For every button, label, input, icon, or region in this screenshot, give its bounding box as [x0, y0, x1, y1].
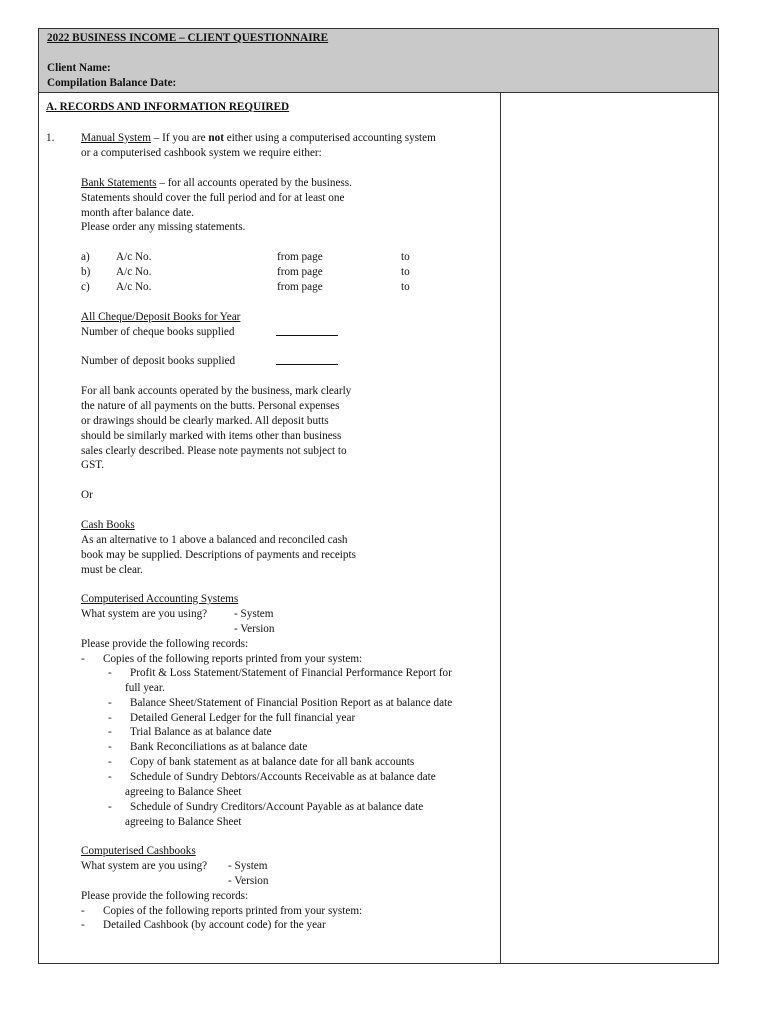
report-item: Bank Reconciliations as at balance date [130, 741, 308, 753]
account-row-from: from page [277, 281, 323, 293]
report-item: Profit & Loss Statement/Statement of Financial Performance Report for [130, 667, 452, 679]
dash-bullet: - [108, 771, 112, 783]
dash-bullet: - [108, 697, 112, 709]
form-title: 2022 BUSINESS INCOME – CLIENT QUESTIONNAIRE [47, 32, 329, 44]
manual-system-intro: Manual System – If you are not either using a computerised accounting system [81, 132, 436, 144]
dash-bullet: - [108, 756, 112, 768]
report-item: Detailed General Ledger for the full financial year [130, 712, 356, 724]
account-row-letter: b) [81, 266, 91, 278]
account-row-label: A/c No. [116, 266, 152, 278]
cash-books-line: As an alternative to 1 above a balanced and reconciled cash [81, 534, 348, 546]
accounting-provide-text: Please provide the following records: [81, 638, 249, 650]
report-item: Copy of bank statement as at balance date for all bank accounts [130, 756, 415, 768]
cashbook-system-question: What system are you using? [81, 860, 208, 872]
deposit-books-label: Number of deposit books supplied [81, 355, 236, 367]
bank-statements-line3: month after balance date. [81, 207, 195, 219]
bank-paragraph-line: should be similarly marked with items other than business [81, 430, 342, 442]
report-item-cont: agreeing to Balance Sheet [125, 786, 242, 798]
bank-statements-line1: Bank Statements – for all accounts operated by the business. [81, 177, 352, 189]
account-row-from: from page [277, 266, 323, 278]
cashbook-system-label: - System [228, 860, 268, 872]
dash-bullet: - [108, 801, 112, 813]
bank-paragraph-line: the nature of all payments on the butts. Personal expenses [81, 400, 340, 412]
cash-books-heading: Cash Books [81, 519, 135, 531]
report-item: Schedule of Sundry Debtors/Accounts Receivable as at balance date [130, 771, 436, 783]
accounting-system-question: What system are you using? [81, 608, 208, 620]
cashbook-detailed-text: Detailed Cashbook (by account code) for the year [103, 919, 326, 931]
dash-bullet: - [108, 667, 112, 679]
cheque-books-blank[interactable] [276, 325, 338, 341]
account-row-letter: c) [81, 281, 90, 293]
client-name-label: Client Name: [47, 62, 111, 74]
bank-paragraph-line: sales clearly described. Please note payments not subject to [81, 445, 347, 457]
accounting-system-label: - System [234, 608, 274, 620]
account-row-to: to [401, 251, 410, 263]
cheque-deposit-heading: All Cheque/Deposit Books for Year [81, 311, 241, 323]
report-item-cont: full year. [125, 682, 165, 694]
dash-bullet: - [81, 905, 85, 917]
dash-bullet: - [81, 919, 85, 931]
report-item: Schedule of Sundry Creditors/Account Payable as at balance date [130, 801, 424, 813]
deposit-books-blank[interactable] [276, 354, 338, 370]
account-row-from: from page [277, 251, 323, 263]
bank-paragraph-line: or drawings should be clearly marked. All deposit butts [81, 415, 329, 427]
report-item-cont: agreeing to Balance Sheet [125, 816, 242, 828]
section-a-title: A. RECORDS AND INFORMATION REQUIRED [46, 101, 290, 113]
cash-books-line: book may be supplied. Descriptions of payments and receipts [81, 549, 356, 561]
cashbook-copies-text: Copies of the following reports printed from your system: [103, 905, 363, 917]
account-row-letter: a) [81, 251, 90, 263]
dash-bullet: - [108, 726, 112, 738]
cashbook-provide-text: Please provide the following records: [81, 890, 249, 902]
bank-paragraph-line: GST. [81, 459, 105, 471]
or-text: Or [81, 489, 93, 501]
bank-statements-line4: Please order any missing statements. [81, 221, 246, 233]
cheque-books-label: Number of cheque books supplied [81, 326, 235, 338]
account-row-to: to [401, 281, 410, 293]
cashbook-version-label: - Version [228, 875, 269, 887]
dash-bullet: - [108, 712, 112, 724]
balance-date-label: Compilation Balance Date: [47, 77, 177, 89]
manual-system-line2: or a computerised cashbook system we require either: [81, 147, 322, 159]
bank-paragraph-line: For all bank accounts operated by the business, mark clearly [81, 385, 352, 397]
item-number: 1. [46, 132, 55, 144]
report-item: Balance Sheet/Statement of Financial Position Report as at balance date [130, 697, 453, 709]
bank-statements-line2: Statements should cover the full period and for at least one [81, 192, 345, 204]
accounting-version-label: - Version [234, 623, 275, 635]
computerised-accounting-heading: Computerised Accounting Systems [81, 593, 239, 605]
computerised-cashbooks-heading: Computerised Cashbooks [81, 845, 196, 857]
report-item: Trial Balance as at balance date [130, 726, 272, 738]
account-row-label: A/c No. [116, 251, 152, 263]
column-divider [500, 92, 501, 963]
cash-books-line: must be clear. [81, 564, 143, 576]
header-band [39, 29, 718, 93]
account-row-to: to [401, 266, 410, 278]
accounting-copies-text: Copies of the following reports printed from your system: [103, 653, 363, 665]
account-row-label: A/c No. [116, 281, 152, 293]
dash-bullet: - [81, 653, 85, 665]
dash-bullet: - [108, 741, 112, 753]
